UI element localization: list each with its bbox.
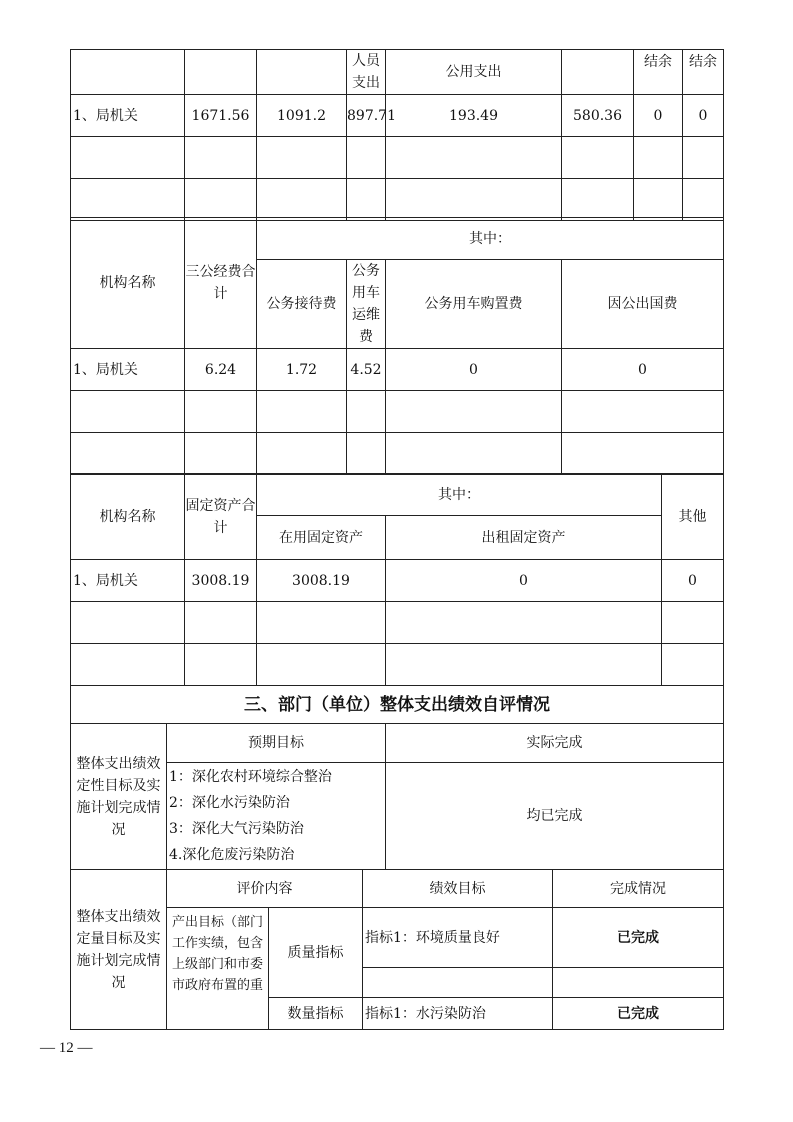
balance-header-1: 结余 [634,50,683,95]
quantity-status: 已完成 [553,998,724,1030]
performance-target-header: 绩效目标 [363,870,553,908]
empty-row [71,644,724,686]
fixed-assets-total-header: 固定资产合计 [185,474,257,560]
org-name-header: 机构名称 [71,474,185,560]
cell-value: 0 [634,95,683,137]
cell-value: 0 [562,349,724,391]
empty-row [71,433,724,475]
cell-value: 0 [683,95,724,137]
qizhong-header: 其中： [257,474,662,516]
table-row [71,95,724,137]
other-header: 其他 [662,474,724,560]
fixed-assets-table [70,473,724,686]
table-row [71,349,724,391]
list-item: 3：深化大气污染防治 [169,821,304,837]
cell-value: 193.49 [386,95,562,137]
quality-indicator-label: 质量指标 [269,908,363,998]
cell-value: 1.72 [257,349,347,391]
qualitative-label: 整体支出绩效定性目标及实施计划完成情况 [71,724,167,870]
leased-assets-header: 出租固定资产 [386,516,662,560]
empty-row [71,391,724,433]
quality-target: 指标1：环境质量良好 [363,908,553,968]
org-name: 1、局机关 [71,560,185,602]
quantity-target: 指标1：水污染防治 [363,998,553,1030]
list-item: 4.深化危废污染防治 [169,847,295,863]
three-public-expenses-table [70,217,724,475]
empty-row [71,137,724,179]
empty-row [71,179,724,221]
balance-header-2: 结余 [683,50,724,95]
section-title: 三、部门（单位）整体支出绩效自评情况 [71,686,724,724]
personnel-expense-header: 人员支出 [347,50,386,95]
vehicle-maintenance-header: 公务用车运维费 [347,260,386,349]
org-name: 1、局机关 [71,349,185,391]
expected-goal-header: 预期目标 [167,724,386,763]
cell-value: 1671.56 [185,95,257,137]
page-number: — 12 — [40,1040,93,1056]
list-item: 1：深化农村环境综合整治 [169,769,332,785]
actual-completion-header: 实际完成 [386,724,724,763]
qualitative-evaluation-table [70,685,724,870]
cell-value: 0 [386,349,562,391]
cell-value: 0 [386,560,662,602]
expenditure-header-row [71,50,724,95]
vehicle-purchase-header: 公务用车购置费 [386,260,562,349]
empty-row [71,602,724,644]
expenditure-table [70,49,724,221]
completion-status-header: 完成情况 [553,870,724,908]
quantity-indicator-label: 数量指标 [269,998,363,1030]
cell-value: 0 [662,560,724,602]
cell-value: 580.36 [562,95,634,137]
org-name-header: 机构名称 [71,218,185,349]
expected-goals-list [167,763,386,870]
public-expense-header: 公用支出 [386,50,562,95]
quality-status: 已完成 [553,908,724,968]
reception-fee-header: 公务接待费 [257,260,347,349]
in-use-assets-header: 在用固定资产 [257,516,386,560]
eval-content-header: 评价内容 [167,870,363,908]
cell-value: 897.71 [347,95,386,137]
overseas-trip-header: 因公出国费 [562,260,724,349]
cell-value: 1091.2 [257,95,347,137]
three-public-total-header: 三公经费合计 [185,218,257,349]
list-item: 2：深化水污染防治 [169,795,290,811]
quantitative-evaluation-table [70,869,724,1030]
quantitative-label: 整体支出绩效定量目标及实施计划完成情况 [71,870,167,1030]
cell-value: 3008.19 [185,560,257,602]
org-name: 1、局机关 [71,95,185,137]
cell-value: 4.52 [347,349,386,391]
qizhong-header: 其中： [257,218,724,260]
cell-value: 3008.19 [257,560,386,602]
cell-value: 6.24 [185,349,257,391]
table-row [71,560,724,602]
actual-completion-value: 均已完成 [386,763,724,870]
output-target: 产出目标（部门工作实绩，包含上级部门和市委市政府布置的重 [167,908,269,1030]
